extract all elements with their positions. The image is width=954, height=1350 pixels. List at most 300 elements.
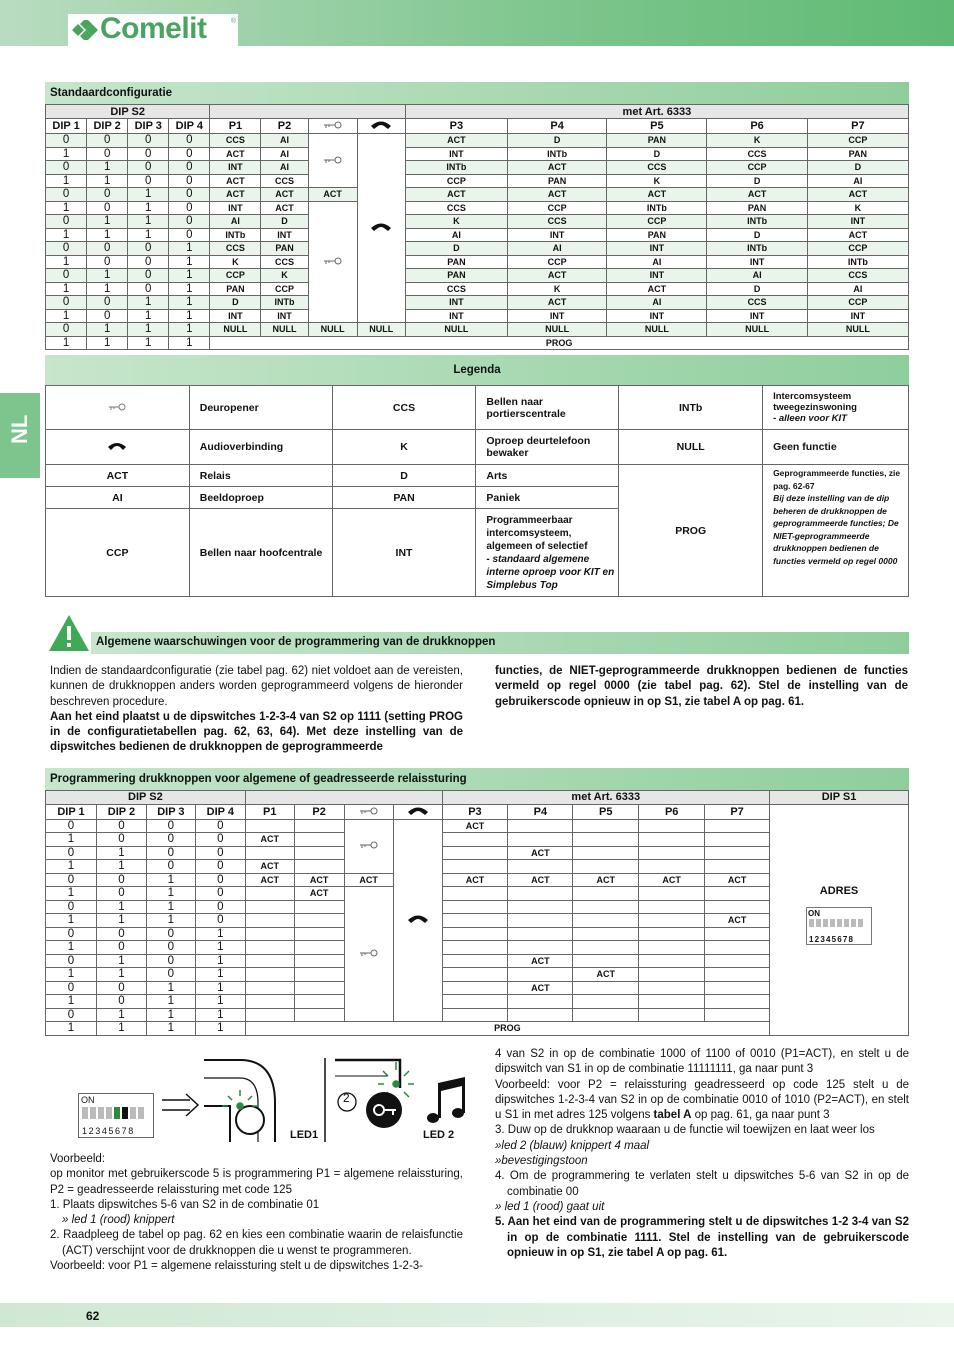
p-value: ACT [508,269,607,283]
example-r2a: Voorbeeld: voor P2 = relaissturing geadresseerd op code 125 stelt u de dipswitches 1-2-3-4 van S2 in op de combinatie 0010 of 1010 (P2=ACT), en stelt u S1 in met adres 125 volgens [495,1078,909,1122]
p-value [705,860,770,874]
dip-value: 0 [87,147,128,161]
legend-prog-desc-cell [763,465,909,597]
p2-value: INT [261,309,308,323]
dip-switch-lever [130,1107,136,1119]
p2-value: K [261,269,308,283]
page-footer [0,1303,954,1327]
dip-value: 1 [46,309,87,323]
dip-value: 1 [128,215,169,229]
p-value: INTb [405,161,507,175]
p-value: D [707,228,807,242]
dip-value: 0 [146,819,195,833]
p-value: INT [707,255,807,269]
p-value [573,954,639,968]
legend-intb-desc-cell [763,386,909,430]
table-row [46,296,909,310]
dip-s1-switch [806,907,872,945]
column-header: P3 [405,119,507,134]
brand-registered: ® [230,18,236,25]
dip-value: 1 [46,860,97,874]
column-header: DIP 3 [146,804,195,819]
example-step-4: 4. Om de programmering te verlaten stelt u dipswitches 5-6 van S2 in op de combinatie 00 [495,1170,909,1198]
p-value: INT [807,309,908,323]
table-row [46,201,909,215]
p-value: D [508,134,607,148]
legend-int-desc: Programmeerbaar intercomsysteem, algemeen of selectief [486,514,588,552]
dip-value: 1 [195,941,245,955]
example-step-1-note: » led 1 (rood) knippert [62,1214,175,1227]
warning-triangle-icon [48,614,90,652]
p2-value [294,846,344,860]
p-value: INT [405,296,507,310]
p2-value [294,927,344,941]
dip-value: 0 [46,981,97,995]
dip-value: 1 [87,282,128,296]
p1-value: ACT [210,188,261,202]
dip-switch-lever [837,919,842,927]
p-value: INT [707,309,807,323]
p-value: NULL [607,323,707,337]
p-value: D [707,282,807,296]
p-value [508,819,573,833]
dip-value: 1 [46,147,87,161]
p-value [442,887,508,901]
dip-value: 1 [46,887,97,901]
dip-value: 0 [46,134,87,148]
dip-value: 0 [195,914,245,928]
legend-audio: Audioverbinding [189,430,332,465]
p-value: D [607,147,707,161]
p-value [705,833,770,847]
warning-paragraph-3: functies, de NIET-geprogrammeerde drukknoppen bedienen de functies vermeld op regel 0000 (zie tabel pag. 62). Stel de instelling van de gebruikerscode opnieuw in op S1, zie tabel A op pag. 61. [495,665,908,708]
p-value [639,927,705,941]
dip-switch-lever [138,1107,144,1119]
dip-value: 0 [146,846,195,860]
table-row [46,242,909,256]
p-value: AI [405,228,507,242]
p-value: ACT [508,161,607,175]
p2-value: AI [261,147,308,161]
dip-value: 0 [46,819,97,833]
dip-s1-header: DIP S1 [770,791,909,805]
dip-on-label: ON [81,1095,95,1105]
dip-value: 1 [146,981,195,995]
p-value [639,914,705,928]
p-value [639,900,705,914]
p1-value [245,995,294,1009]
dip-value: 0 [146,833,195,847]
p-value [508,833,573,847]
music-note-icon [427,1077,465,1123]
p-value [639,887,705,901]
dip-switch-lever [106,1107,112,1119]
legend-intb-desc: Intercomsysteem tweegezinswoning [773,391,857,413]
p-value [639,968,705,982]
warning-paragraph-1: Indien de standaardconfiguratie (zie tabel pag. 62) niet voldoet aan de vereisten, kunnen de drukknoppen anders worden geprogrammeerd volgens de hieronder beschreven procedure. [50,665,463,708]
key-column-header [344,804,393,819]
dip-value: 0 [96,833,146,847]
p-value: AI [508,242,607,256]
p1-value: CCS [210,242,261,256]
phone-column-header [393,804,442,819]
dip-switch-lever [816,919,821,927]
dip-value: 0 [128,134,169,148]
brand-logo [68,14,238,46]
p-value: CCP [405,174,507,188]
phone-cell [393,819,442,1022]
p-value [573,927,639,941]
dip-value: 1 [46,174,87,188]
key-icon [359,949,379,957]
language-tab [0,393,40,478]
p-value: ACT [405,188,507,202]
legend-d-desc: Arts [476,465,619,487]
p-value: ACT [508,846,573,860]
p-value: NULL [405,323,507,337]
dip-value: 0 [169,228,210,242]
legend-d: D [332,465,476,487]
adres-label: ADRES [819,884,859,897]
p-value [573,995,639,1009]
dip-switch-lever [823,919,828,927]
p2-value [294,900,344,914]
column-header: P6 [639,804,705,819]
column-header: P2 [261,119,308,134]
p-value: INTb [707,242,807,256]
p-value [573,887,639,901]
legend-int-note: - standaard algemene interne oproep voor KIT en Simplebus Top [486,553,615,591]
p1-value: CCP [210,269,261,283]
warning-title-bar [91,632,909,654]
dip-value: 0 [128,269,169,283]
p-value [705,941,770,955]
example-step-5: 5. Aan het eind van de programmering stelt u de dipswitches 1-2 3-4 van S2 in op de combinatie 1111. Stel de instelling van de gebruikerscode opnieuw in op S1, zie tabel A op pag. 61. [495,1216,909,1259]
dip-value: 0 [46,269,87,283]
p-value: AI [607,255,707,269]
dip-value: 1 [128,336,169,350]
p-value [573,941,639,955]
p-value: ACT [508,188,607,202]
column-header: DIP 4 [195,804,245,819]
dip-value: 1 [146,900,195,914]
p-value: PAN [807,147,908,161]
p-value [442,900,508,914]
dip-switch-lever [851,919,856,927]
dip-value: 0 [96,941,146,955]
dip-switch-figure [78,1093,154,1138]
legend-k: K [332,430,476,465]
dip-value: 1 [169,255,210,269]
p2-value [294,833,344,847]
p-value [573,833,639,847]
dip-value: 1 [195,1022,245,1036]
p-value [442,914,508,928]
p-value: CCP [607,215,707,229]
dip-value: 0 [87,201,128,215]
page-number: 62 [86,1309,100,1323]
dip-value: 0 [195,833,245,847]
config-title: Standaardconfiguratie [50,87,173,99]
p-value [705,1008,770,1022]
p-value: INTb [508,147,607,161]
dip-value: 0 [96,873,146,887]
p1-value: INT [210,309,261,323]
p-value: ACT [607,188,707,202]
p-value: ACT [705,873,770,887]
dip-value: 1 [169,336,210,350]
p2-value [294,981,344,995]
key-column-header [308,119,357,134]
dip-value: 1 [87,323,128,337]
p-value: INT [607,309,707,323]
p2-value: CCS [261,255,308,269]
met-art-header: met Art. 6333 [442,791,770,805]
p1-value [245,1008,294,1022]
blank-header [210,105,405,119]
table-row [46,174,909,188]
p2-value [294,941,344,955]
table-row [46,269,909,283]
p-value [639,860,705,874]
relay-programming-table [45,790,909,1036]
dip-s1-switches [809,918,865,930]
p1-value: INT [210,201,261,215]
p-value [442,995,508,1009]
dip-value: 1 [146,914,195,928]
dip-value: 1 [169,242,210,256]
dip-s2-header: DIP S2 [46,791,246,805]
p-value: CCS [607,161,707,175]
p-value: ACT [442,819,508,833]
p-value [508,860,573,874]
p-value: NULL [707,323,807,337]
dip-value: 0 [46,900,97,914]
dip-value: 0 [46,296,87,310]
p-value: ACT [707,188,807,202]
p-value [705,954,770,968]
legend-ccs-desc: Bellen naar portierscentrale [476,386,619,430]
p-value: AI [807,282,908,296]
example-r2c: op pag. 61, ga naar punt 3 [691,1109,830,1122]
p-value [442,968,508,982]
p1-value [245,927,294,941]
p-value: ACT [639,873,705,887]
p1-value: INTb [210,228,261,242]
p2-value [294,968,344,982]
key-icon [323,156,343,164]
p-value: INTb [707,215,807,229]
dip-value: 1 [96,1008,146,1022]
example-step-3-note-2: »bevestigingstoon [495,1155,588,1168]
page-header [0,0,954,46]
dip-s1-numbers: 12345678 [809,934,855,944]
p-value: AI [607,296,707,310]
phone-handset-icon [370,119,392,130]
dip-value: 0 [46,1008,97,1022]
table-row [46,228,909,242]
p-value: AI [707,269,807,283]
prog-cell: PROG [210,336,909,350]
led2-label: LED 2 [423,1129,455,1141]
p-value [442,941,508,955]
p-value: PAN [607,228,707,242]
column-header: P7 [807,119,908,134]
dip-value: 0 [128,161,169,175]
column-header: P6 [707,119,807,134]
dip-value: 1 [87,161,128,175]
p-value: K [707,134,807,148]
dip-value: 0 [46,846,97,860]
p-value [639,819,705,833]
dip-value: 1 [96,860,146,874]
legend-phone-icon-cell [46,430,190,465]
p-value [639,846,705,860]
example-step-1: 1. Plaats dipswitches 5-6 van S2 in de combinatie 01 [50,1198,320,1211]
p-value: CCS [707,147,807,161]
dip-value: 0 [87,309,128,323]
p1-value [245,968,294,982]
p-value: ACT [508,954,573,968]
p-value [705,819,770,833]
column-header: P3 [442,804,508,819]
dip-value: 1 [96,914,146,928]
table-row [46,134,909,148]
dip-value: 0 [195,846,245,860]
p2-value [294,995,344,1009]
dip-switch-lever [114,1107,120,1119]
dip-value: 0 [46,215,87,229]
p-value [508,927,573,941]
warning-title: Algemene waarschuwingen voor de programmering van de drukknoppen [96,636,496,648]
p2-value: ACT [261,188,308,202]
p-value: CCP [807,296,908,310]
p-value: NULL [807,323,908,337]
p-value: ACT [573,968,639,982]
key-cell [308,201,357,323]
dip-value: 1 [195,968,245,982]
table-row [46,309,909,323]
dip-value: 0 [46,927,97,941]
p1-value: CCS [210,134,261,148]
dip-value: 0 [169,188,210,202]
dip-value: 1 [128,309,169,323]
dip-value: 0 [169,201,210,215]
dip-value: 0 [128,174,169,188]
p1-value [245,900,294,914]
legend-act: ACT [46,465,190,487]
dip-value: 1 [87,336,128,350]
dip-value: 1 [128,188,169,202]
legend-deuropener: Deuropener [189,386,332,430]
p-value [573,1008,639,1022]
p-value: ACT [573,873,639,887]
table-row [46,255,909,269]
dip-value: 0 [146,954,195,968]
prog-cell: PROG [245,1022,769,1036]
p-value: D [405,242,507,256]
example-right-column [495,1047,909,1261]
column-header-row [46,119,909,134]
dip-value: 1 [169,323,210,337]
p1-value [245,819,294,833]
dip-value: 0 [195,860,245,874]
p-value: NULL [508,323,607,337]
p1-value [245,914,294,928]
dip-value: 0 [146,941,195,955]
dip-value: 1 [169,296,210,310]
key-icon [359,841,379,849]
p-value [442,833,508,847]
p-value: CCP [807,134,908,148]
legend-table [45,385,909,597]
p1-value [245,941,294,955]
dip-value: 0 [96,995,146,1009]
p-value [705,968,770,982]
dip-numbers: 12345678 [82,1126,135,1136]
p1-value: INT [210,161,261,175]
p-value: INT [508,228,607,242]
dip-value: 1 [146,1008,195,1022]
header-row [46,791,909,805]
phone-handset-icon [407,913,429,924]
p-value [639,981,705,995]
p1-value: ACT [210,174,261,188]
p1-value: ACT [245,860,294,874]
p1-value: NULL [210,323,261,337]
p-value [442,860,508,874]
dip-value: 0 [169,134,210,148]
p-value: ACT [807,228,908,242]
dip-value: 0 [195,819,245,833]
p-value: ACT [508,981,573,995]
dip-value: 1 [87,228,128,242]
example-intro: op monitor met gebruikerscode 5 is programmering P1 = algemene relaissturing, P2 = geadresseerde relaissturing met code 125 [50,1168,463,1196]
table-row [46,323,909,337]
dip-value: 1 [46,1022,97,1036]
legend-int-desc-cell [476,509,619,597]
legend-ccs: CCS [332,386,476,430]
p-value [508,941,573,955]
dip-value: 1 [128,323,169,337]
key-cell [344,887,393,1022]
p-value: PAN [508,174,607,188]
dip-value: 0 [96,819,146,833]
legend-intb-note: - alleen voor KIT [773,413,847,424]
key-null-cell: NULL [308,323,357,337]
key-cell [344,819,393,873]
dip-value: 1 [87,174,128,188]
p1-value [245,954,294,968]
dip-switch-lever [82,1107,88,1119]
dip-value: 0 [96,981,146,995]
p-value: D [807,161,908,175]
p-value: CCS [405,201,507,215]
p-value: CCP [707,161,807,175]
dip-value: 1 [46,833,97,847]
dip-switch-lever [858,919,863,927]
legend-ccp-desc: Bellen naar hoofcentrale [189,509,332,597]
dip-value: 0 [169,215,210,229]
dip-value: 1 [87,215,128,229]
key-act-cell: ACT [308,188,357,202]
dip-value: 1 [96,900,146,914]
p-value [508,995,573,1009]
p1-value [245,981,294,995]
dip-switch-lever [844,919,849,927]
p-value: K [807,201,908,215]
p-value [508,900,573,914]
